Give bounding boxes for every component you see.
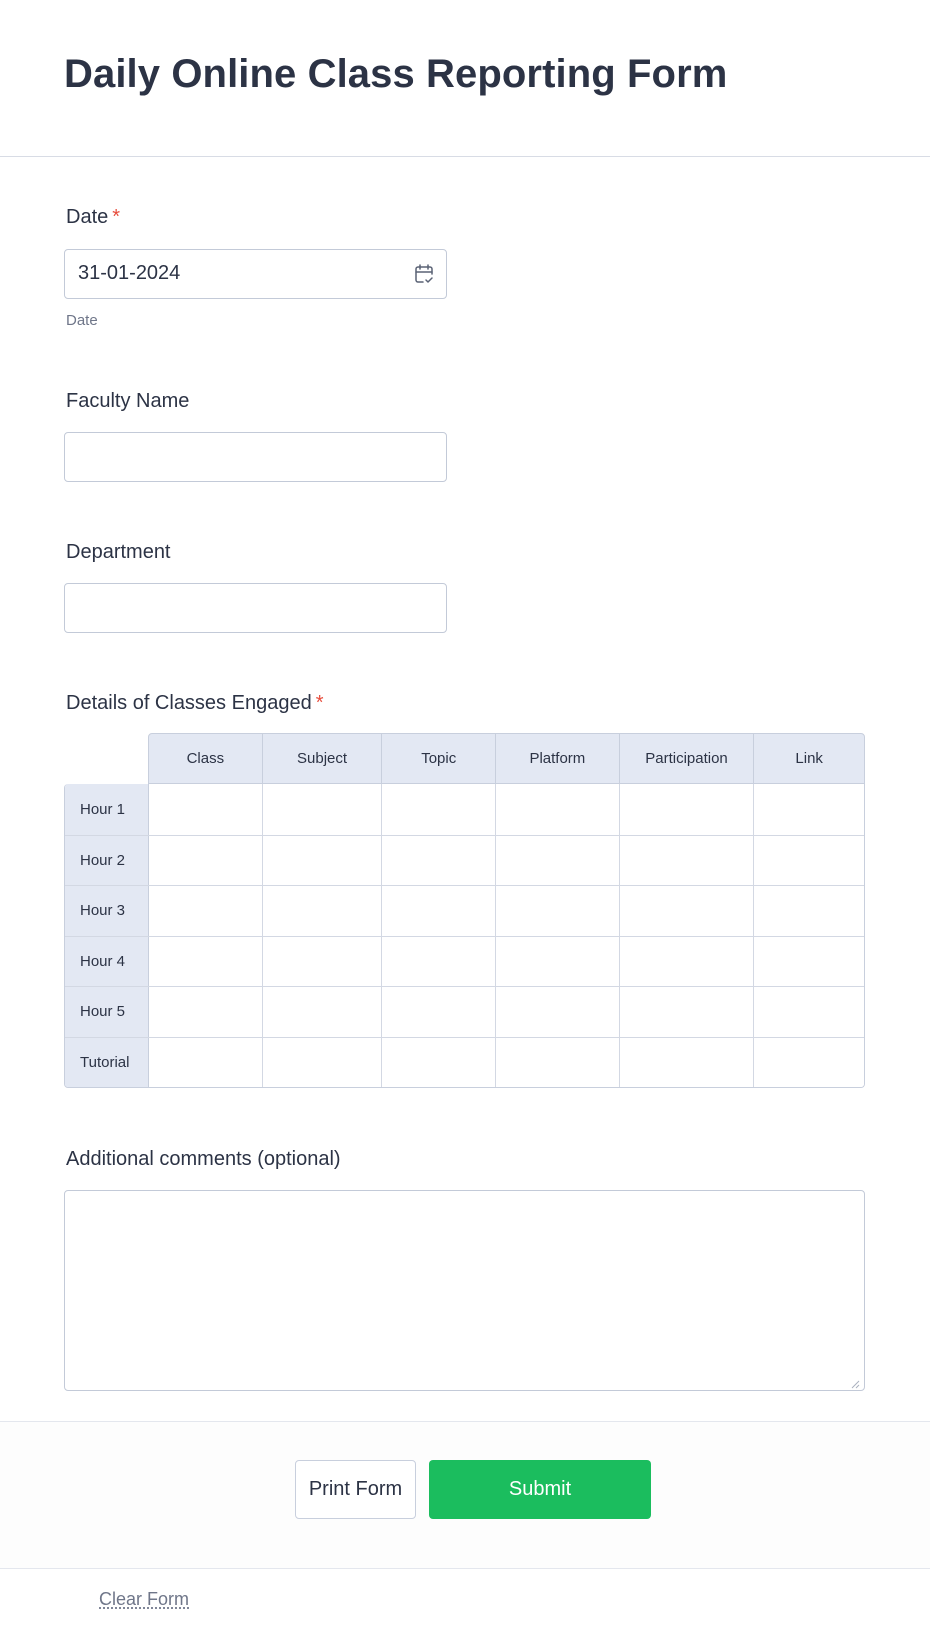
- matrix-col-subject: Subject: [263, 734, 383, 783]
- matrix-label-text: Details of Classes Engaged: [66, 692, 312, 714]
- matrix-cell[interactable]: [149, 1038, 263, 1088]
- faculty-name-label: Faculty Name: [66, 390, 190, 412]
- matrix-cell[interactable]: [496, 836, 620, 886]
- matrix-cell[interactable]: [620, 987, 755, 1037]
- matrix-cell[interactable]: [382, 987, 496, 1037]
- matrix-cell[interactable]: [496, 987, 620, 1037]
- calendar-check-icon[interactable]: [414, 263, 434, 285]
- matrix-cell[interactable]: [149, 836, 263, 886]
- page-title: Daily Online Class Reporting Form: [64, 52, 728, 96]
- comments-label: Additional comments (optional): [66, 1148, 341, 1170]
- matrix-col-participation: Participation: [620, 734, 755, 783]
- matrix-cell[interactable]: [263, 987, 383, 1037]
- matrix-row-label: Hour 5: [65, 987, 149, 1037]
- matrix-row: [65, 784, 864, 835]
- matrix-cell[interactable]: [754, 1038, 864, 1088]
- comments-textarea[interactable]: [64, 1190, 865, 1391]
- date-sublabel: Date: [66, 312, 98, 329]
- matrix-cell[interactable]: [496, 1038, 620, 1088]
- matrix-cell[interactable]: [620, 937, 755, 987]
- submit-button[interactable]: Submit: [429, 1460, 651, 1519]
- matrix-cell[interactable]: [382, 886, 496, 936]
- matrix-cell[interactable]: [754, 886, 864, 936]
- matrix-cell[interactable]: [496, 937, 620, 987]
- department-input[interactable]: [64, 583, 447, 633]
- matrix-cell[interactable]: [496, 886, 620, 936]
- matrix-cell[interactable]: [754, 987, 864, 1037]
- matrix-cell[interactable]: [620, 836, 755, 886]
- matrix-row: [65, 885, 864, 936]
- form-header: [0, 0, 930, 157]
- matrix-row-label: Tutorial: [65, 1038, 149, 1088]
- matrix-row: [65, 986, 864, 1037]
- matrix-cell[interactable]: [263, 937, 383, 987]
- matrix-label: [66, 692, 324, 715]
- date-label-text: Date: [66, 206, 109, 228]
- matrix-cell[interactable]: [620, 784, 755, 835]
- faculty-name-input[interactable]: [64, 432, 447, 482]
- matrix-header: [148, 733, 865, 784]
- matrix-row-label: Hour 2: [65, 836, 149, 886]
- matrix-cell[interactable]: [149, 987, 263, 1037]
- matrix-cell[interactable]: [754, 784, 864, 835]
- matrix-cell[interactable]: [149, 886, 263, 936]
- form-actions: [0, 1421, 930, 1569]
- matrix-cell[interactable]: [382, 784, 496, 835]
- matrix-row: [65, 835, 864, 886]
- date-label: [66, 206, 120, 229]
- matrix-row-label: Hour 4: [65, 937, 149, 987]
- matrix-col-class: Class: [149, 734, 263, 783]
- matrix-cell[interactable]: [754, 836, 864, 886]
- matrix-cell[interactable]: [149, 784, 263, 835]
- matrix-body: [64, 784, 865, 1088]
- required-marker: *: [112, 206, 121, 228]
- date-value: 31-01-2024: [78, 262, 181, 284]
- date-input[interactable]: [64, 249, 447, 299]
- matrix-col-platform: Platform: [496, 734, 620, 783]
- matrix-row: [65, 1037, 864, 1088]
- matrix-row-label: Hour 3: [65, 886, 149, 936]
- matrix-cell[interactable]: [496, 784, 620, 835]
- department-label: Department: [66, 541, 171, 563]
- matrix-cell[interactable]: [263, 886, 383, 936]
- matrix-cell[interactable]: [382, 836, 496, 886]
- matrix-cell[interactable]: [149, 937, 263, 987]
- matrix-col-topic: Topic: [382, 734, 496, 783]
- matrix-cell[interactable]: [620, 1038, 755, 1088]
- matrix-cell[interactable]: [754, 937, 864, 987]
- matrix-row-label: Hour 1: [65, 784, 149, 835]
- required-marker: *: [315, 692, 324, 714]
- clear-form-link[interactable]: Clear Form: [99, 1589, 190, 1609]
- print-form-button[interactable]: Print Form: [295, 1460, 416, 1519]
- matrix-cell[interactable]: [263, 836, 383, 886]
- matrix-cell[interactable]: [620, 886, 755, 936]
- resize-grip-icon[interactable]: [850, 1376, 860, 1386]
- matrix-cell[interactable]: [263, 784, 383, 835]
- matrix-cell[interactable]: [382, 1038, 496, 1088]
- matrix-row: [65, 936, 864, 987]
- matrix-cell[interactable]: [263, 1038, 383, 1088]
- matrix-col-link: Link: [795, 750, 823, 767]
- matrix-cell[interactable]: [382, 937, 496, 987]
